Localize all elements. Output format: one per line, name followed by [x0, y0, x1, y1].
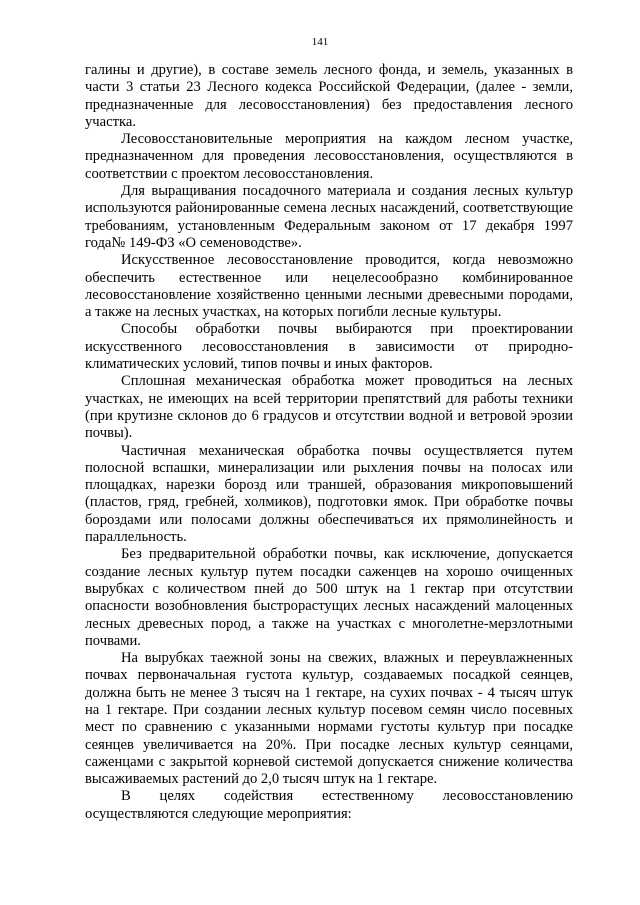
paragraph: Искусственное лесовосстановление проводится, когда невозможно обеспечить естественное или нецелесообразно комбинированное лесовосстановление хозяйственно ценными лесными древесными породами, а также на лесных участках, на которых погибли лесные культуры. — [85, 252, 573, 321]
page-number: 141 — [311, 36, 329, 48]
paragraph: Лесовосстановительные мероприятия на каждом лесном участке, предназначенном для проведения лесовосстановления, осуществляются в соответствии с проектом лесовосстановления. — [85, 131, 573, 182]
paragraph: Сплошная механическая обработка может проводиться на лесных участках, не имеющих на всей территории препятствий для работы техники (при крутизне склонов до 6 градусов и отсутствии водной и ветровой эрозии почвы). — [85, 373, 573, 442]
paragraph: Без предварительной обработки почвы, как исключение, допускается создание лесных культур путем посадки саженцев на хорошо очищенных вырубках с количеством пней до 500 штук на 1 гектар при отсутствии опасности возобновления быстрорастущих лесных насаждений малоценных лесных древесных пород, а также на участках с многолетне-мерзлотными почвами. — [85, 546, 573, 649]
paragraph: Способы обработки почвы выбираются при проектировании искусственного лесовосстановления в зависимости от природно-климатических условий, типов почвы и иных факторов. — [85, 321, 573, 373]
paragraph: В целях содействия естественному лесовосстановлению осуществляются следующие мероприятия: — [85, 788, 573, 822]
paragraph: Для выращивания посадочного материала и создания лесных культур используются районированные семена лесных насаждений, соответствующие требованиям, установленным Федеральным законом от 17 декабря 1997 года№ 149-ФЗ «О семеноводстве». — [85, 183, 573, 251]
document-body — [85, 62, 573, 823]
paragraph: Частичная механическая обработка почвы осуществляется путем полосной вспашки, минерализации или рыхления почвы на полосах или площадках, нарезки борозд или траншей, образования микроповышений (пластов, гряд, гребней, холмиков), подготовки ямок. При обработке почвы бороздами или полосами должны обеспечиваться их прямолинейность и параллельность. — [85, 442, 573, 546]
paragraph: На вырубках таежной зоны на свежих, влажных и переувлажненных почвах первоначальная густота культур, создаваемых посадкой сеянцев, должна быть не менее 3 тысяч на 1 гектаре, на сухих почвах - 4 тысяч штук на 1 гектаре. При создании лесных культур посевом семян число посевных мест по сравнению с указанными нормами густоты культур при посадке сеянцев увеличивается на 20%. При посадке лесных культур сеянцами, саженцами с закрытой корневой системой допускается снижение количества высаживаемых растений до 2,0 тысяч штук на 1 гектаре. — [85, 650, 573, 788]
paragraph-continuation: галины и другие), в составе земель лесного фонда, и земель, указанных в части 3 статьи 23 Лесного кодекса Российской Федерации, (далее - земли, предназначенные для лесовосстановления) без предоставления лесного участка. — [85, 62, 573, 130]
